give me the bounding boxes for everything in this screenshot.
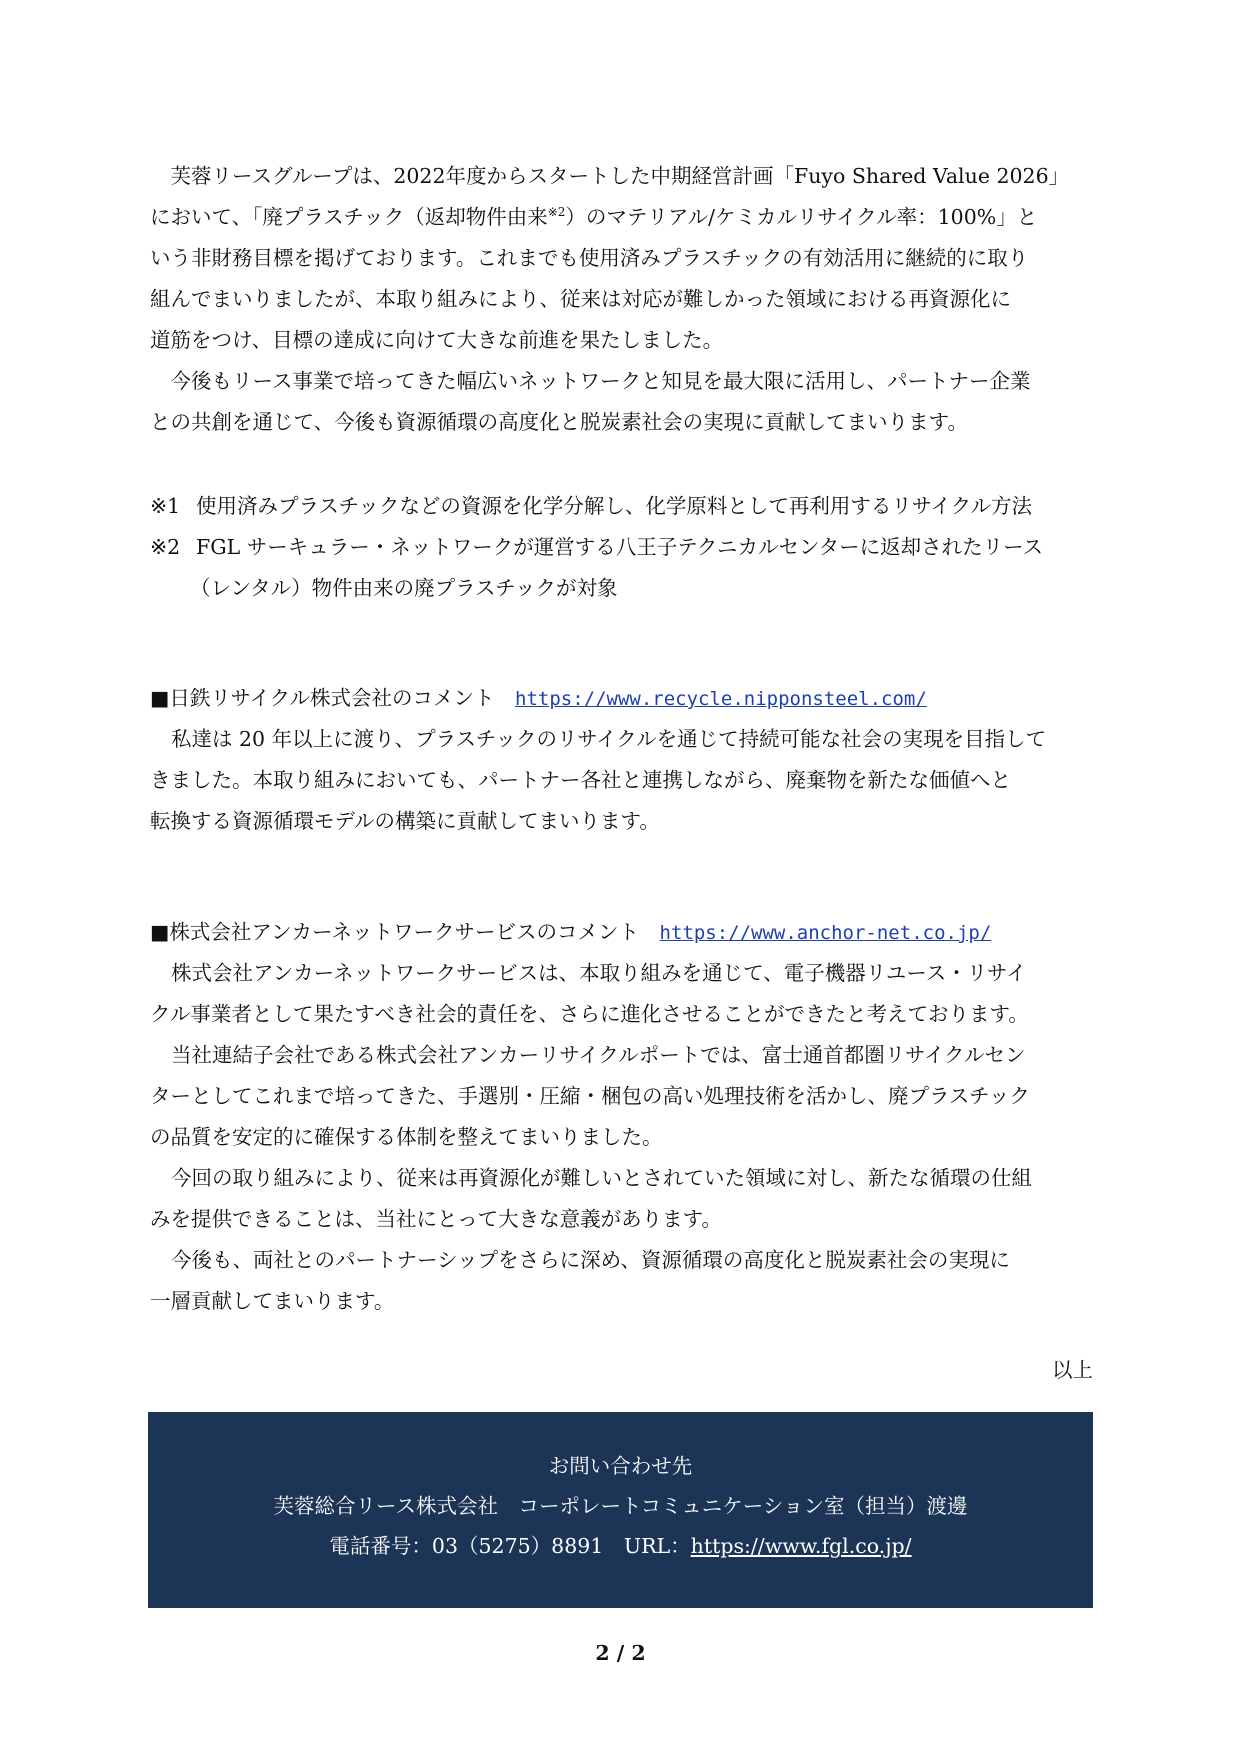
anchor-p1-line1: 株式会社アンカーネットワークサービスは、本取り組みを通じて、電子機器リユース・リサイ [171, 961, 1027, 985]
anchor-p4-line1: 今後も、両社とのパートナーシップをさらに深め、資源循環の高度化と脱炭素社会の実現に [171, 1248, 1010, 1272]
nippon-steel-url-link[interactable]: https://www.recycle.nipponsteel.com/ [515, 688, 927, 710]
contact-company: 芙蓉総合リース株式会社 コーポレートコミュニケーション室（担当）渡邊 [273, 1494, 968, 1518]
nippon-steel-line2: きました。本取り組みにおいても、パートナー各社と連携しながら、廃棄物を新たな価値へと [150, 768, 1011, 792]
para1-line1: 芙蓉リースグループは、2022年度からスタートした中期経営計画「Fuyo Shared Value 2026」 [150, 164, 1070, 188]
contact-phone-url [148, 1532, 1093, 1560]
anchor-p2-line1: 当社連結子会社である株式会社アンカーリサイクルポートでは、富士通首都圏リサイクルセン [171, 1043, 1026, 1067]
para1-line2-a: において、「廃プラスチック（返却物件由来 [150, 205, 548, 229]
contact-phone: 電話番号：03（5275）8891 URL： [329, 1534, 691, 1558]
para1-line5: 道筋をつけ、目標の達成に向けて大きな前進を果たしました。 [150, 328, 724, 352]
nippon-steel-line3: 転換する資源循環モデルの構築に貢献してまいります。 [150, 809, 660, 833]
page-number: 2 / 2 [595, 1641, 646, 1665]
nippon-steel-heading-text: ■日鉄リサイクル株式会社のコメント [150, 686, 495, 710]
para1-line4: 組んでまいりましたが、本取り組みにより、従来は対応が難しかった領域における再資源化に [150, 287, 1011, 311]
note2-mark: ※2 [150, 535, 181, 559]
para2-line1: 今後もリース事業で培ってきた幅広いネットワークと知見を最大限に活用し、パートナー企業 [150, 369, 1031, 393]
para1-line2-b: ）のマテリアル/ケミカルリサイクル率：100%」と [565, 205, 1038, 229]
nippon-steel-heading [150, 684, 1090, 713]
note1-text: 使用済みプラスチックなどの資源を化学分解し、化学原料として再利用するリサイクル方法 [196, 494, 1032, 518]
note1-mark: ※1 [150, 494, 181, 518]
contact-url-link[interactable]: https://www.fgl.co.jp/ [690, 1534, 912, 1558]
note2-text: FGL サーキュラー・ネットワークが運営する八王子テクニカルセンターに返却されたリース [196, 535, 1044, 559]
contact-title: お問い合わせ先 [548, 1454, 693, 1478]
note2-continuation: （レンタル）物件由来の廃プラスチックが対象 [190, 576, 618, 600]
para1-line2 [150, 203, 1090, 231]
anchor-p3-line1: 今回の取り組みにより、従来は再資源化が難しいとされていた領域に対し、新たな循環の仕組 [171, 1166, 1032, 1190]
anchor-heading-text: ■株式会社アンカーネットワークサービスのコメント [150, 920, 640, 944]
para1-line3: いう非財務目標を掲げております。これまでも使用済みプラスチックの有効活用に継続的に取り [150, 246, 1029, 270]
nippon-steel-line1: 私達は 20 年以上に渡り、プラスチックのリサイクルを通じて持続可能な社会の実現を目指して [171, 727, 1047, 751]
contact-box [148, 1412, 1093, 1608]
anchor-p2-line3: の品質を安定的に確保する体制を整えてまいりました。 [150, 1125, 663, 1149]
anchor-p3-line2: みを提供できることは、当社にとって大きな意義があります。 [150, 1207, 722, 1231]
footnote-ref-2: ※2 [547, 205, 566, 220]
closing-text: 以上 [1052, 1358, 1093, 1382]
para2-line2: との共創を通じて、今後も資源循環の高度化と脱炭素社会の実現に貢献してまいります。 [150, 410, 968, 434]
anchor-heading [150, 918, 1090, 947]
anchor-p4-line2: 一層貢献してまいります。 [150, 1289, 395, 1313]
anchor-p2-line2: ターとしてこれまで培ってきた、手選別・圧縮・梱包の高い処理技術を活かし、廃プラスチック [150, 1084, 1030, 1108]
anchor-p1-line2: クル事業者として果たすべき社会的責任を、さらに進化させることができたと考えております。 [150, 1002, 1029, 1026]
anchor-url-link[interactable]: https://www.anchor-net.co.jp/ [659, 922, 992, 944]
